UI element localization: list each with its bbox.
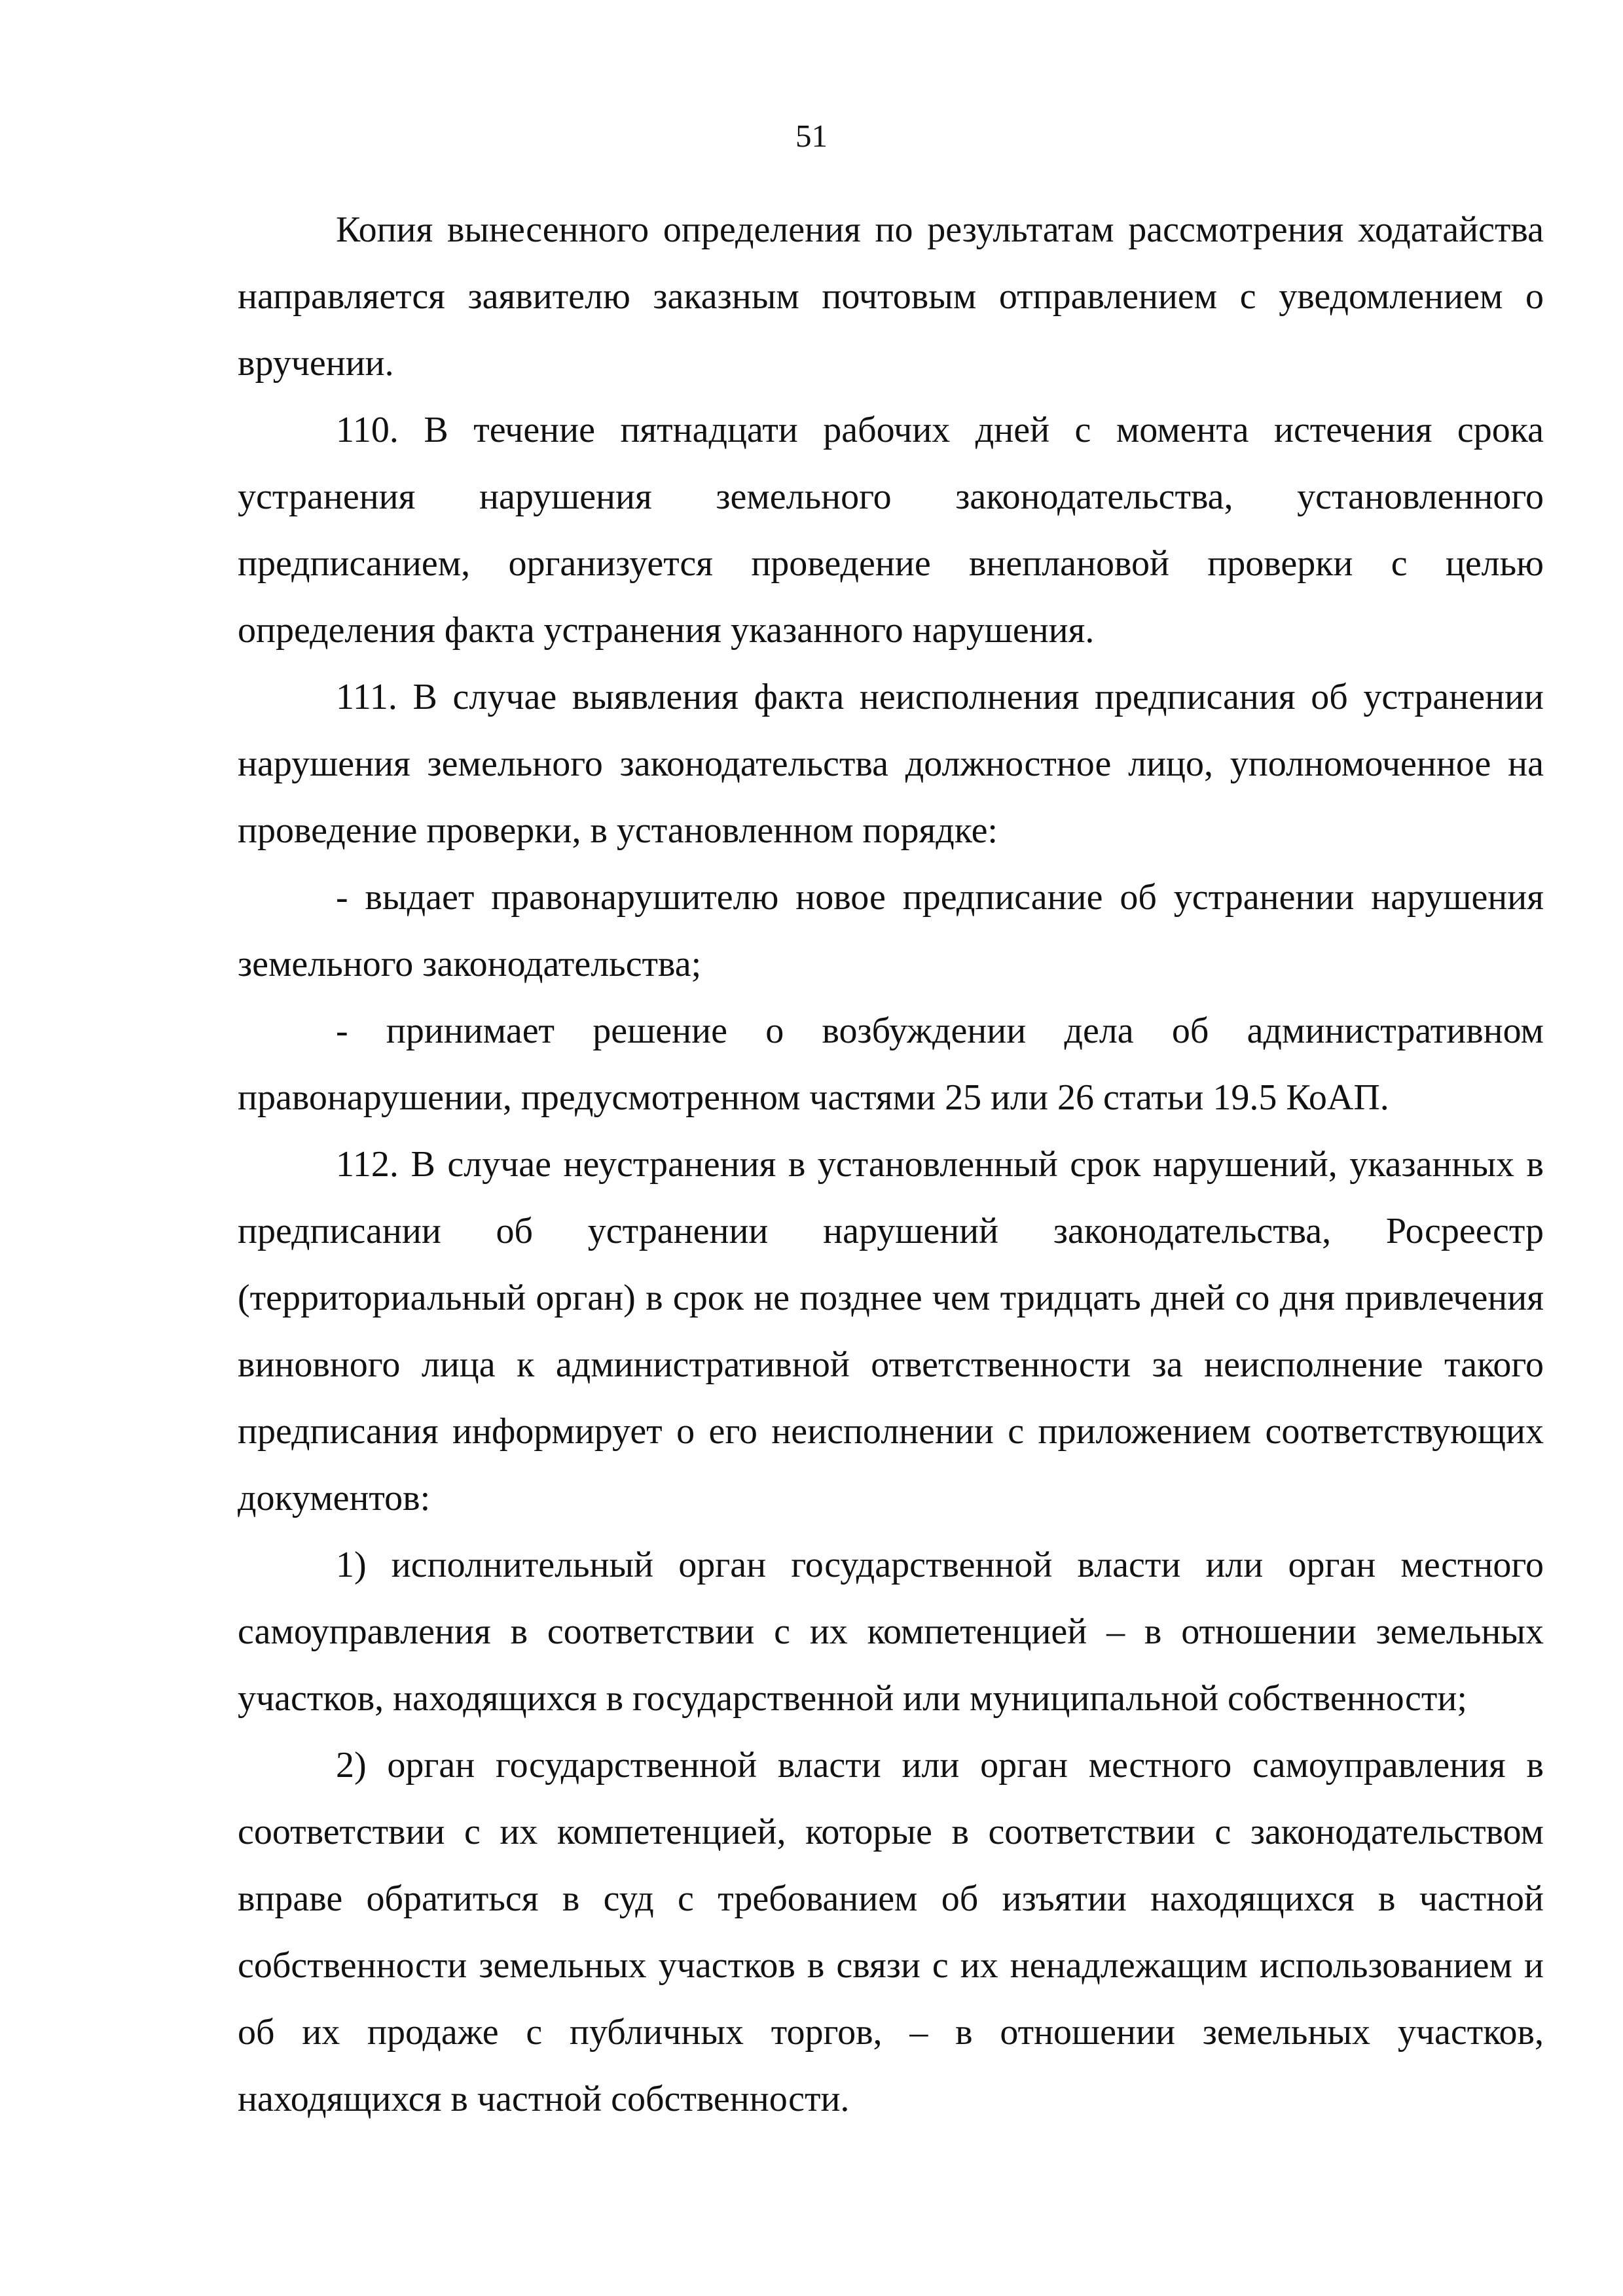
list-item-new-order: - выдает правонарушителю новое предписание об устранении нарушения земельного законодательства;	[238, 877, 1544, 984]
list-item-1-executive-authority: 1) исполнительный орган государственной власти или орган местного самоуправления в соответствии с их компетенцией – в отношении земельных участков, находящихся в государственной или муниципальной собственности;	[238, 1545, 1544, 1719]
paragraph-112: 112. В случае неустранения в установленный срок нарушений, указанных в предписании об устранении нарушений законодательства, Росреестр (территориальный орган) в срок не позднее чем тридцать дней со дня привлечения виновного лица к административной ответственности за неисполнение такого предписания информирует о его неисполнении с приложением соответствующих документов:	[238, 1144, 1544, 1518]
document-body	[238, 196, 1544, 2132]
paragraph-110: 110. В течение пятнадцати рабочих дней с момента истечения срока устранения нарушения земельного законодательства, установленного предписанием, организуется проведение внеплановой проверки с целью определения факта устранения указанного нарушения.	[238, 410, 1544, 651]
paragraph-111: 111. В случае выявления факта неисполнения предписания об устранении нарушения земельного законодательства должностное лицо, уполномоченное на проведение проверки, в установленном порядке:	[238, 677, 1544, 851]
list-item-administrative-case: - принимает решение о возбуждении дела об административном правонарушении, предусмотренном частями 25 или 26 статьи 19.5 КоАП.	[238, 1011, 1544, 1118]
list-item-2-state-authority: 2) орган государственной власти или орган местного самоуправления в соответствии с их компетенцией, которые в соответствии с законодательством вправе обратиться в суд с требованием об изъятии находящихся в частной собственности земельных участков в связи с их ненадлежащим использованием и об их продаже с публичных торгов, – в отношении земельных участков, находящихся в частной собственности.	[238, 1745, 1544, 2119]
page-number: 51	[795, 118, 828, 154]
paragraph-copy-of-determination: Копия вынесенного определения по результатам рассмотрения ходатайства направляется заявителю заказным почтовым отправлением с уведомлением о вручении.	[238, 209, 1544, 384]
